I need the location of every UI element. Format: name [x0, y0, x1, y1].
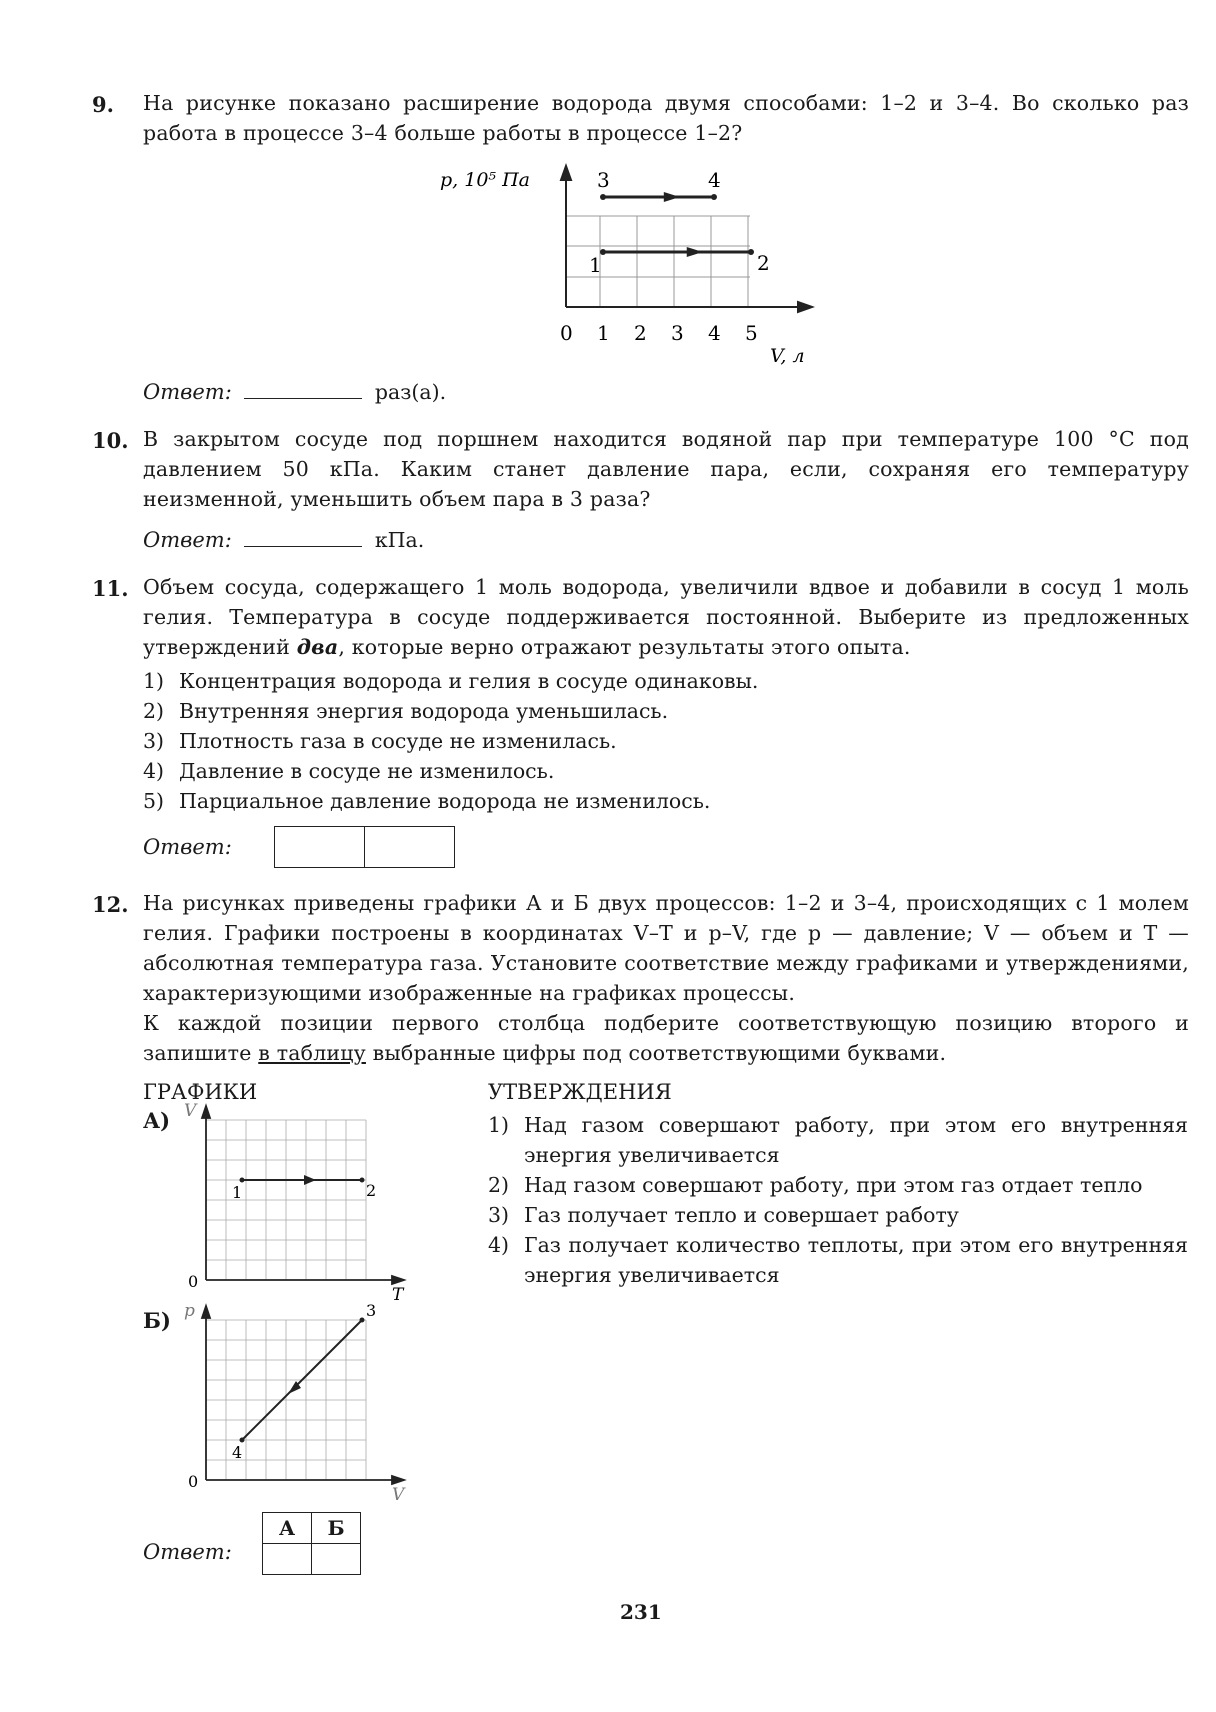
q12-graph-b-point [360, 1318, 365, 1323]
q12-text-b: К каждой позиции первого столбца подберите соответствующую позицию второго и запишите в таблицу выбранные цифры под соответствующими буквами. [143, 1011, 1189, 1065]
q12-graph-b-xlabel: V [392, 1485, 405, 1505]
q9-x-tick: 1 [597, 321, 610, 345]
q11-option: 2) Внутренняя энергия водорода уменьшилась. [143, 699, 669, 723]
q10-number: 10. [92, 428, 129, 453]
q9-point-label: 2 [757, 251, 770, 275]
q9-text: На рисунке показано расширение водорода двумя способами: 1–2 и 3–4. Во сколько раз работа в процессе 3–4 больше работы в процессе 1–2? [143, 91, 1189, 145]
q11-text-emphasis: два [296, 635, 339, 659]
q11-text [143, 572, 1189, 662]
q10-answer-label: Ответ: [143, 528, 232, 552]
q12-statement: 2) Над газом совершают работу, при этом газ отдает тепло [488, 1173, 1143, 1197]
q11-answer-cell[interactable] [365, 827, 455, 868]
q12-graph-a-label-2: 2 [366, 1181, 377, 1200]
q10-text: В закрытом сосуде под поршнем находится водяной пар при температуре 100 °С под давлением 50 кПа. Каким станет давление пара, если, сохраняя его температуру неизменной, уменьшить объем пара в 3 раза? [143, 427, 1189, 511]
q11-answer-cell[interactable] [275, 827, 365, 868]
q9-answer-row [143, 380, 446, 404]
q12-graph-a-ylabel: V [184, 1101, 197, 1121]
q11-answer-boxes [274, 826, 455, 868]
q9-x-tick: 5 [745, 321, 758, 345]
q9-answer-label: Ответ: [143, 380, 232, 404]
q9-y-arrow [561, 166, 571, 180]
q12-graph-a-point [360, 1178, 365, 1183]
q9-point-label: 1 [589, 253, 602, 277]
q12-answer-cell[interactable] [312, 1544, 361, 1575]
q12-answer-cell[interactable] [263, 1544, 312, 1575]
q12-table-header-b: Б [312, 1513, 361, 1544]
q12-graph-a-label-1: 1 [232, 1183, 243, 1202]
q12-text-underline: в таблицу [258, 1041, 366, 1065]
q12-col1-header: ГРАФИКИ [143, 1080, 258, 1104]
q9-point-label: 4 [708, 168, 721, 192]
q9-x-tick: 3 [671, 321, 684, 345]
q12-graph-b-letter: Б) [143, 1308, 171, 1333]
q9-point [748, 249, 754, 255]
q11-option: 3) Плотность газа в сосуде не изменилась. [143, 729, 617, 753]
q12-graph-a [170, 1100, 420, 1310]
q9-process-arrow [664, 192, 680, 202]
q12-graph-a-arrow [304, 1175, 316, 1185]
q12-statement: 1) Над газом совершают работу, при этом его внутренняя энергия увеличивается [488, 1113, 1188, 1167]
q12-graph-a-origin: 0 [188, 1272, 199, 1291]
page-number: 231 [620, 1600, 662, 1624]
q12-table-header-a: А [263, 1513, 312, 1544]
q12-graph-b-label-4: 4 [232, 1443, 243, 1462]
q10-answer-unit: кПа. [374, 528, 425, 552]
q11-answer-label: Ответ: [143, 835, 232, 859]
q12-graph-b [170, 1300, 420, 1510]
q12-answer-label: Ответ: [143, 1540, 232, 1564]
q9-number: 9. [92, 92, 114, 117]
q12-graph-a-xlabel: T [392, 1285, 404, 1305]
q12-col2-header: УТВЕРЖДЕНИЯ [488, 1080, 672, 1104]
q12-answer-table [262, 1512, 361, 1575]
q9-graph [440, 160, 840, 380]
q12-graph-b-origin: 0 [188, 1472, 199, 1491]
q11-option: 1) Концентрация водорода и гелия в сосуде одинаковы. [143, 669, 759, 693]
q12-graph-a-point [240, 1178, 245, 1183]
q10-answer-blank[interactable] [244, 528, 362, 547]
q9-x-arrow [798, 302, 812, 312]
q12-graph-b-ylabel: p [184, 1301, 195, 1321]
q12-graph-a-letter: А) [143, 1108, 171, 1133]
q12-statement: 4) Газ получает количество теплоты, при этом его внутренняя энергия увеличивается [488, 1233, 1188, 1287]
q9-x-tick: 4 [708, 321, 721, 345]
q11-text-b: , которые верно отражают результаты этого опыта. [338, 635, 911, 659]
q9-point-label: 3 [597, 168, 610, 192]
q12-graph-b-label-3: 3 [366, 1301, 377, 1320]
q9-point [600, 194, 606, 200]
q11-number: 11. [92, 576, 129, 601]
q9-answer-blank[interactable] [244, 380, 362, 399]
q9-answer-unit: раз(а). [374, 380, 447, 404]
q9-x-tick: 2 [634, 321, 647, 345]
q12-graph-b-point [240, 1438, 245, 1443]
q11-option: 4) Давление в сосуде не изменилось. [143, 759, 555, 783]
q9-y-label: p, 10⁵ Па [440, 169, 530, 191]
q11-text-a: Объем сосуда, содержащего 1 моль водорода, увеличили вдвое и добавили в сосуд 1 моль гелия. Температура в сосуде поддерживается постоянной. Выберите из предложенных утверждений [143, 575, 1189, 659]
q9-process-arrow [687, 247, 703, 257]
q9-x-label: V, л [770, 345, 805, 367]
q11-option: 5) Парциальное давление водорода не изменилось. [143, 789, 711, 813]
q10-answer-row [143, 528, 424, 552]
q12-number: 12. [92, 892, 129, 917]
q9-point [711, 194, 717, 200]
q9-x-tick: 0 [560, 321, 573, 345]
q12-text-a: На рисунках приведены графики А и Б двух процессов: 1–2 и 3–4, происходящих с 1 молем гелия. Графики построены в координатах V–T и p–V, где p — давление; V — объем и T — абсолютная температура газа. Установите соответствие между графиками и утверждениями, характеризующими изображенные на графиках процессы. [143, 891, 1189, 1005]
q12-statement: 3) Газ получает тепло и совершает работу [488, 1203, 959, 1227]
